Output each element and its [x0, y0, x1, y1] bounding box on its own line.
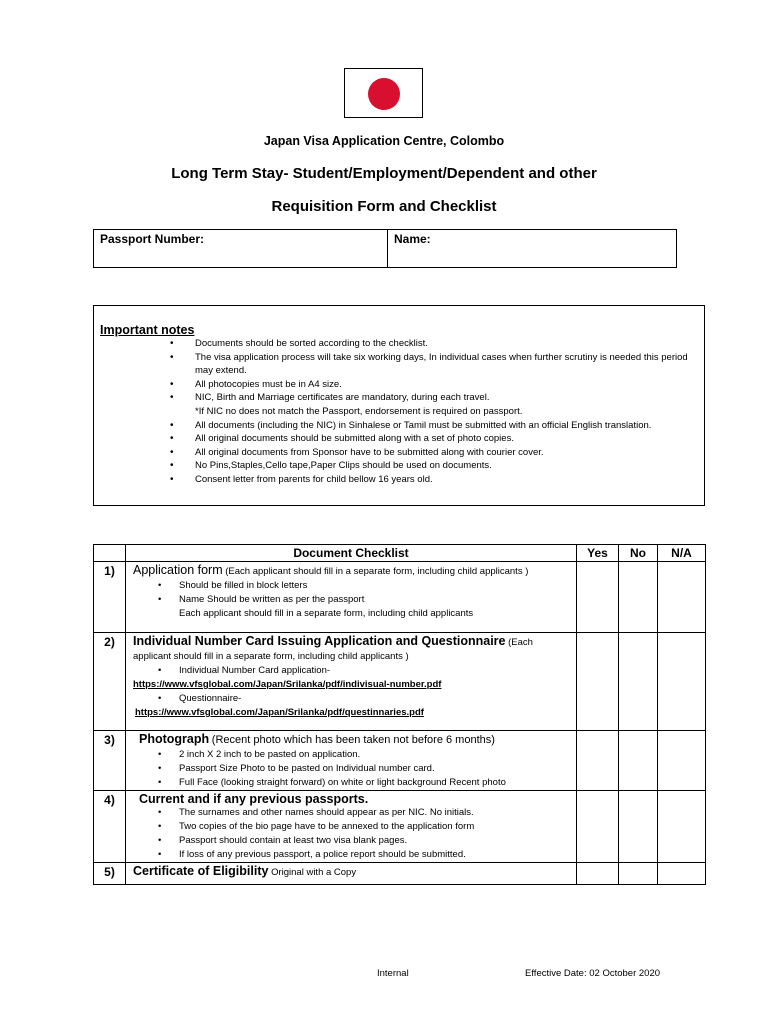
bullet-item: • The surnames and other names should appear as per NIC. No initials. — [133, 806, 570, 820]
passport-number-field[interactable] — [94, 230, 388, 268]
questionnaire-link[interactable]: https://www.vfsglobal.com/Japan/Srilanka/pdf/questinnaries.pdf — [135, 707, 424, 718]
na-checkbox[interactable] — [658, 562, 706, 633]
note-item: • Documents should be sorted according to the checklist. — [100, 337, 698, 351]
header-no: No — [619, 545, 658, 562]
yes-checkbox[interactable] — [577, 731, 619, 791]
yes-checkbox[interactable] — [577, 791, 619, 863]
item-description — [126, 731, 577, 791]
item-bullets — [133, 806, 570, 862]
no-checkbox[interactable] — [619, 633, 658, 731]
checklist-row — [94, 731, 706, 791]
yes-checkbox[interactable] — [577, 633, 619, 731]
important-notes-box — [93, 305, 705, 506]
item-extra-line: Each applicant should fill in a separate form, including child applicants — [179, 608, 474, 619]
note-item: • No Pins,Staples,Cello tape,Paper Clips should be used on documents. — [100, 459, 698, 473]
bullet-item: • If loss of any previous passport, a police report should be submitted. — [133, 848, 570, 862]
item-title: Current and if any previous passports. — [139, 792, 369, 806]
no-checkbox[interactable] — [619, 791, 658, 863]
name-label: Name: — [394, 232, 431, 246]
bullet-item: • Individual Number Card application- — [133, 664, 570, 678]
header-yes: Yes — [577, 545, 619, 562]
item-bullets — [133, 692, 570, 706]
checklist-header-row — [94, 545, 706, 562]
item-title: Application form — [133, 563, 223, 577]
passport-number-label: Passport Number: — [100, 232, 205, 246]
header-na: N/A — [658, 545, 706, 562]
no-checkbox[interactable] — [619, 731, 658, 791]
note-item: • All photocopies must be in A4 size. — [100, 378, 698, 392]
item-description — [126, 562, 577, 633]
note-item: • Consent letter from parents for child bellow 16 years old. — [100, 473, 698, 487]
no-checkbox[interactable] — [619, 562, 658, 633]
item-bullets — [133, 664, 570, 678]
item-number: 4) — [94, 791, 126, 863]
effective-date: Effective Date: 02 October 2020 — [525, 968, 661, 979]
note-item: • The visa application process will take six working days, In individual cases when further scrutiny is needed this period may extend. — [100, 351, 698, 378]
item-number: 1) — [94, 562, 126, 633]
item-description — [126, 633, 577, 731]
item-note: (Each applicant should fill in a separate form, including child applicants ) — [133, 637, 533, 662]
checklist-row — [94, 863, 706, 885]
item-description — [126, 863, 577, 885]
document-checklist-table — [93, 544, 706, 885]
header-document: Document Checklist — [126, 545, 577, 562]
note-item: • All original documents from Sponsor have to be submitted along with courier cover. — [100, 446, 698, 460]
visa-centre-name: Japan Visa Application Centre, Colombo — [263, 134, 505, 148]
classification-label: Internal — [377, 968, 409, 979]
item-number: 5) — [94, 863, 126, 885]
item-bullets — [133, 748, 570, 790]
bullet-item: • Should be filled in block letters — [133, 579, 570, 593]
bullet-item: • 2 inch X 2 inch to be pasted on application. — [133, 748, 570, 762]
notes-heading: Important notes — [100, 323, 195, 337]
individual-number-link[interactable]: https://www.vfsglobal.com/Japan/Srilanka/pdf/indivisual-number.pdf — [133, 679, 442, 690]
bullet-item: • Name Should be written as per the passport — [133, 593, 570, 607]
header-blank — [94, 545, 126, 562]
name-field[interactable] — [388, 230, 677, 268]
japan-flag — [344, 68, 423, 118]
flag-sun-disc — [368, 78, 400, 110]
na-checkbox[interactable] — [658, 791, 706, 863]
bullet-item: • Questionnaire- — [133, 692, 570, 706]
item-number: 3) — [94, 731, 126, 791]
item-note: Original with a Copy — [271, 867, 357, 878]
document-title: Long Term Stay- Student/Employment/Dependent and other — [171, 165, 597, 182]
note-item — [100, 391, 698, 418]
no-checkbox[interactable] — [619, 863, 658, 885]
item-bullets — [133, 579, 570, 607]
yes-checkbox[interactable] — [577, 863, 619, 885]
item-number: 2) — [94, 633, 126, 731]
bullet-item: • Passport should contain at least two visa blank pages. — [133, 834, 570, 848]
bullet-item: • Two copies of the bio page have to be annexed to the application form — [133, 820, 570, 834]
item-title: Certificate of Eligibility — [133, 864, 269, 878]
yes-checkbox[interactable] — [577, 562, 619, 633]
item-description — [126, 791, 577, 863]
bullet-item: • Full Face (looking straight forward) on white or light background Recent photo — [133, 776, 570, 790]
note-subtext: *If NIC no does not match the Passport, endorsement is required on passport. — [195, 405, 523, 417]
checklist-row — [94, 633, 706, 731]
item-note: (Recent photo which has been taken not before 6 months) — [211, 734, 495, 746]
na-checkbox[interactable] — [658, 731, 706, 791]
item-title: Individual Number Card Issuing Application and Questionnaire — [133, 634, 506, 648]
document-subtitle: Requisition Form and Checklist — [271, 198, 497, 215]
checklist-row — [94, 791, 706, 863]
na-checkbox[interactable] — [658, 633, 706, 731]
notes-list — [100, 337, 698, 487]
na-checkbox[interactable] — [658, 863, 706, 885]
bullet-item: • Passport Size Photo to be pasted on Individual number card. — [133, 762, 570, 776]
item-title: Photograph — [139, 732, 210, 746]
item-note: (Each applicant should fill in a separate form, including child applicants ) — [225, 566, 529, 577]
checklist-row — [94, 562, 706, 633]
passport-name-table — [93, 229, 677, 268]
note-item: • All original documents should be submitted along with a set of photo copies. — [100, 432, 698, 446]
note-item: • All documents (including the NIC) in Sinhalese or Tamil must be submitted with an official English translation. — [100, 419, 698, 433]
note-text: NIC, Birth and Marriage certificates are mandatory, during each travel. — [195, 392, 490, 404]
